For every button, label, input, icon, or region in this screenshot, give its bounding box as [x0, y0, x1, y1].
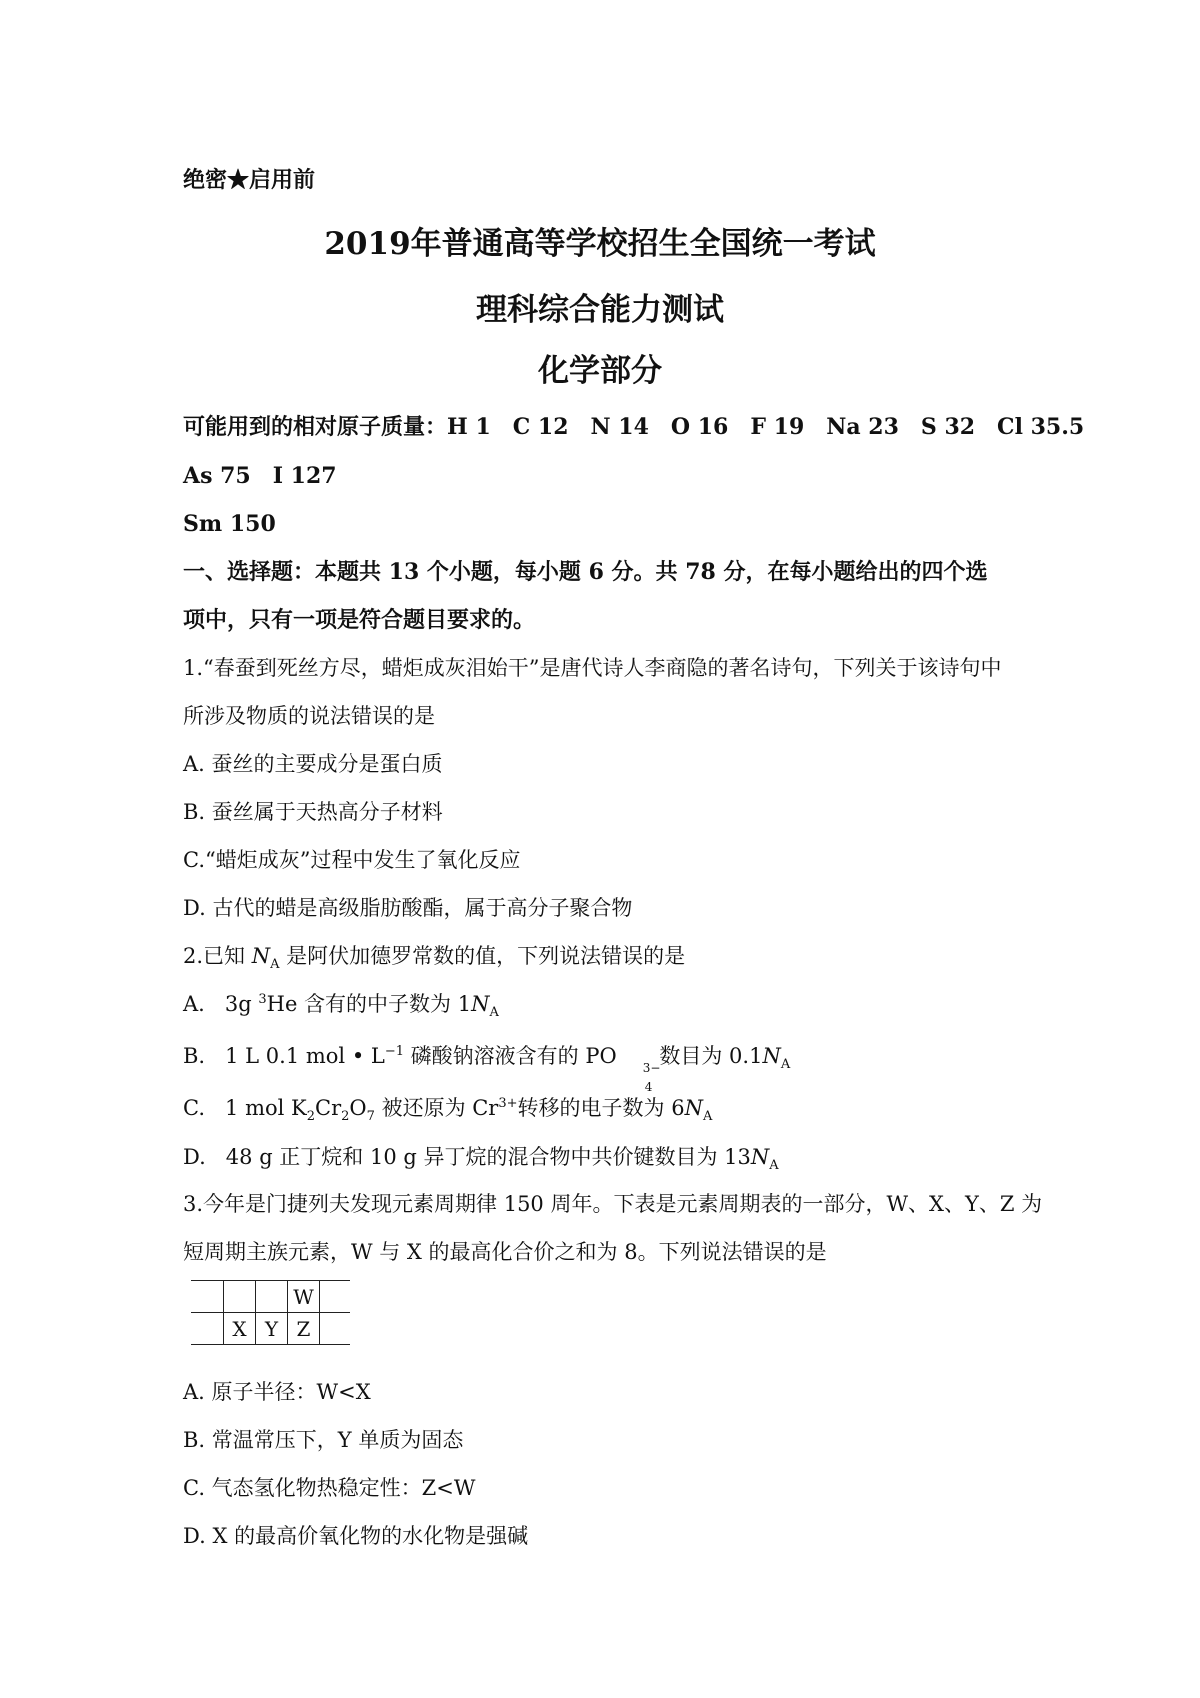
part1-heading-line-2: 项中，只有一项是符合题目要求的。 — [183, 607, 536, 633]
pt-cell — [320, 1313, 351, 1345]
pt-cell — [320, 1281, 351, 1313]
pt-cell-y: Y — [256, 1313, 288, 1345]
q2-stem — [183, 942, 686, 973]
q2-option-c — [183, 1094, 713, 1125]
q2-option-c-sup: 3+ — [498, 1096, 518, 1111]
q2-option-c-text3: O — [349, 1096, 367, 1120]
pt-cell — [191, 1313, 224, 1345]
q1-stem-line-1: 1.“春蚕到死丝方尽，蜡炬成灰泪始干”是唐代诗人李商隐的著名诗句，下列关于该诗句中 — [183, 656, 1002, 680]
q1-option-b: B. 蚕丝属于天热高分子材料 — [183, 800, 443, 824]
q1-stem-line-2: 所涉及物质的说法错误的是 — [183, 704, 435, 728]
q1-option-a: A. 蚕丝的主要成分是蛋白质 — [183, 752, 443, 776]
periodic-table-row-2 — [191, 1313, 350, 1345]
q2-option-a-sup: 3 — [258, 992, 267, 1007]
q2-option-c-sub1: 2 — [306, 1109, 315, 1125]
q2-option-a-text1: 3g — [224, 992, 259, 1016]
q2-option-b-sub: A — [780, 1057, 791, 1073]
q2-option-b — [183, 1042, 791, 1094]
periodic-table-fragment — [191, 1280, 350, 1345]
atomic-mass-line-1: 可能用到的相对原子质量：H 1 C 12 N 14 O 16 F 19 Na 23 S 32 Cl 35.5 — [183, 414, 1085, 440]
q3-option-a: A. 原子半径：W<X — [183, 1380, 371, 1404]
pt-cell — [256, 1281, 288, 1313]
q3-option-b: B. 常温常压下，Y 单质为固态 — [183, 1428, 464, 1452]
q2-option-c-sub2: 2 — [341, 1109, 350, 1125]
pt-cell-x: X — [224, 1313, 256, 1345]
q3-option-d: D. X 的最高价氧化物的水化物是强碱 — [183, 1524, 529, 1548]
q3-option-c: C. 气态氢化物热稳定性：Z<W — [183, 1476, 476, 1500]
q3-stem-line-1: 3.今年是门捷列夫发现元素周期律 150 周年。下表是元素周期表的一部分，W、X、Y、Z 为 — [183, 1192, 1043, 1216]
exam-title: 2019年普通高等学校招生全国统一考试 — [324, 226, 876, 262]
section-title: 化学部分 — [538, 353, 662, 389]
q2-option-b-label: B. — [183, 1044, 206, 1068]
q2-option-c-sub3: 7 — [366, 1109, 375, 1125]
phosphate-charge: 3− — [642, 1061, 661, 1075]
secret-label: 绝密★启用前 — [183, 167, 316, 193]
q2-option-a — [183, 990, 499, 1021]
atomic-mass-line-2: As 75 I 127 — [183, 463, 337, 489]
q2-stem-pre: 2.已知 — [183, 944, 252, 968]
q2-option-a-label: A. — [183, 992, 205, 1016]
subject-title: 理科综合能力测试 — [476, 292, 724, 328]
q2-option-d-sub: A — [769, 1158, 779, 1174]
pt-cell-z: Z — [288, 1313, 320, 1345]
q2-option-c-label: C. — [183, 1096, 205, 1120]
q2-option-c-text4: 被还原为 Cr — [374, 1096, 499, 1120]
q2-option-b-n: N — [762, 1044, 781, 1068]
q2-stem-post: 是阿伏加德罗常数的值，下列说法错误的是 — [279, 944, 686, 968]
q2-option-c-text1: 1 mol K — [225, 1096, 307, 1120]
q2-option-c-sub: A — [702, 1109, 713, 1125]
q2-option-d-label: D. — [183, 1145, 206, 1169]
q2-option-b-text1: 1 L 0.1 mol • L — [225, 1044, 385, 1068]
pt-cell — [191, 1281, 224, 1313]
pt-cell — [224, 1281, 256, 1313]
q2-option-c-text2: Cr — [315, 1096, 342, 1120]
q1-option-c: C.“蜡炬成灰”过程中发生了氧化反应 — [183, 848, 521, 872]
q2-stem-na-sub: A — [270, 957, 280, 973]
q2-option-c-text5: 转移的电子数为 6 — [517, 1096, 685, 1120]
part1-heading-line-1: 一、选择题：本题共 13 个小题，每小题 6 分。共 78 分，在每小题给出的四个选 — [183, 559, 988, 585]
q2-option-d — [183, 1143, 779, 1174]
periodic-table-row-1 — [191, 1281, 350, 1313]
q2-option-a-sub: A — [489, 1005, 499, 1021]
phosphate-subscript: 4 — [644, 1080, 653, 1094]
q3-stem-line-2: 短周期主族元素，W 与 X 的最高化合价之和为 8。下列说法错误的是 — [183, 1240, 827, 1264]
q1-option-d: D. 古代的蜡是高级脂肪酸酯，属于高分子聚合物 — [183, 896, 633, 920]
q2-option-b-text3: 数目为 0.1 — [652, 1044, 763, 1068]
q2-stem-na: N — [251, 944, 271, 968]
q2-option-d-text1: 48 g 正丁烷和 10 g 异丁烷的混合物中共价键数目为 13 — [225, 1145, 751, 1169]
q2-option-d-n: N — [750, 1145, 770, 1169]
q2-option-a-n: N — [471, 992, 490, 1016]
atomic-mass-line-3: Sm 150 — [183, 511, 276, 537]
q2-option-b-text2: 磷酸钠溶液含有的 PO — [404, 1044, 617, 1068]
q2-option-b-sup: −1 — [384, 1044, 404, 1059]
pt-cell-w: W — [288, 1281, 320, 1313]
q2-option-c-n: N — [684, 1096, 703, 1120]
q2-option-a-text2: He 含有的中子数为 1 — [266, 992, 472, 1016]
